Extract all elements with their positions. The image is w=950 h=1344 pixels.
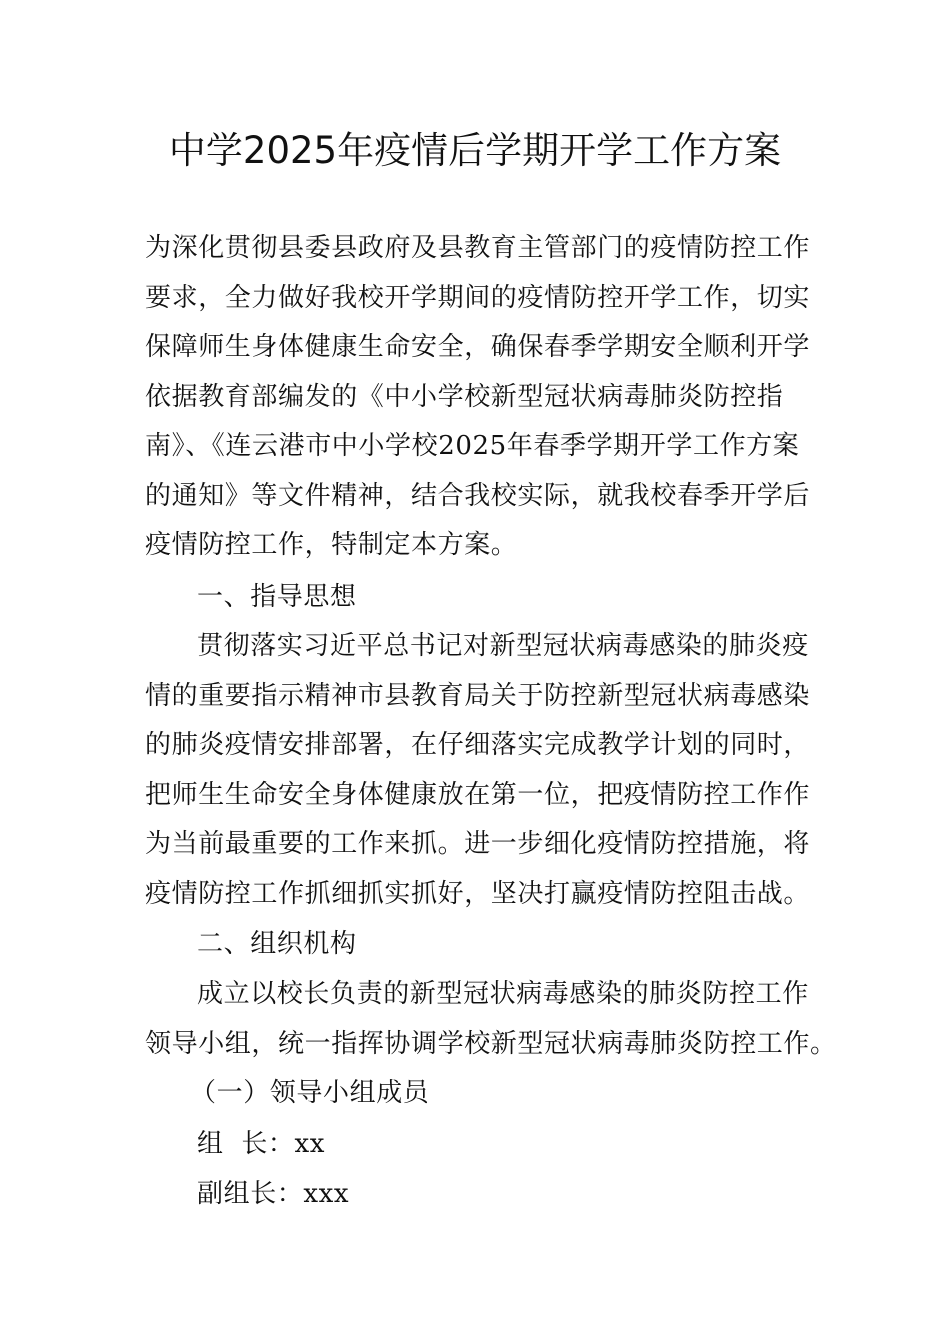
section-heading-organization: 二、组织机构 xyxy=(197,929,357,959)
intro-line: 要求，全力做好我校开学期间的疫情防控开学工作，切实 xyxy=(145,282,811,313)
intro-line: 保障师生身体健康生命安全，确保春季学期安全顺利开学 xyxy=(145,332,811,362)
guiding-line: 疫情防控工作抓细抓实抓好，坚决打赢疫情防控阻击战。 xyxy=(145,878,811,909)
intro-line: 为深化贯彻县委县政府及县教育主管部门的疫情防控工作 xyxy=(145,233,811,263)
guiding-line: 为当前最重要的工作来抓。进一步细化疫情防控措施，将 xyxy=(145,829,811,859)
document-title: 中学2025年疫情后学期开学工作方案 xyxy=(168,129,782,172)
guiding-line: 把师生生命安全身体健康放在第一位，把疫情防控工作作 xyxy=(145,779,811,810)
organization-line: 领导小组，统一指挥协调学校新型冠状病毒肺炎防控工作。 xyxy=(145,1028,837,1059)
subsection-heading-leadership: （一）领导小组成员 xyxy=(190,1078,430,1108)
intro-paragraph xyxy=(145,224,810,571)
intro-line: 依据教育部编发的《中小学校新型冠状病毒肺炎防控指 xyxy=(145,381,784,412)
leader-line: 组 长：xx xyxy=(197,1129,326,1159)
organization-paragraph xyxy=(145,970,837,1069)
guiding-line: 的肺炎疫情安排部署，在仔细落实完成教学计划的同时， xyxy=(145,730,811,760)
intro-line: 的通知》等文件精神，结合我校实际，就我校春季开学后 xyxy=(145,480,811,511)
section-heading-guiding-thought: 一、指导思想 xyxy=(197,582,357,612)
intro-line: 疫情防控工作，特制定本方案。 xyxy=(145,530,518,560)
guiding-thought-paragraph xyxy=(145,622,810,919)
guiding-line: 情的重要指示精神市县教育局关于防控新型冠状病毒感染 xyxy=(145,680,811,711)
organization-line: 成立以校长负责的新型冠状病毒感染的肺炎防控工作 xyxy=(197,979,809,1009)
deputy-leader-line: 副组长：xxx xyxy=(197,1179,350,1209)
intro-line: 南》、《连云港市中小学校2025年春季学期开学工作方案 xyxy=(145,431,800,461)
guiding-line: 贯彻落实习近平总书记对新型冠状病毒感染的肺炎疫 xyxy=(197,631,809,661)
